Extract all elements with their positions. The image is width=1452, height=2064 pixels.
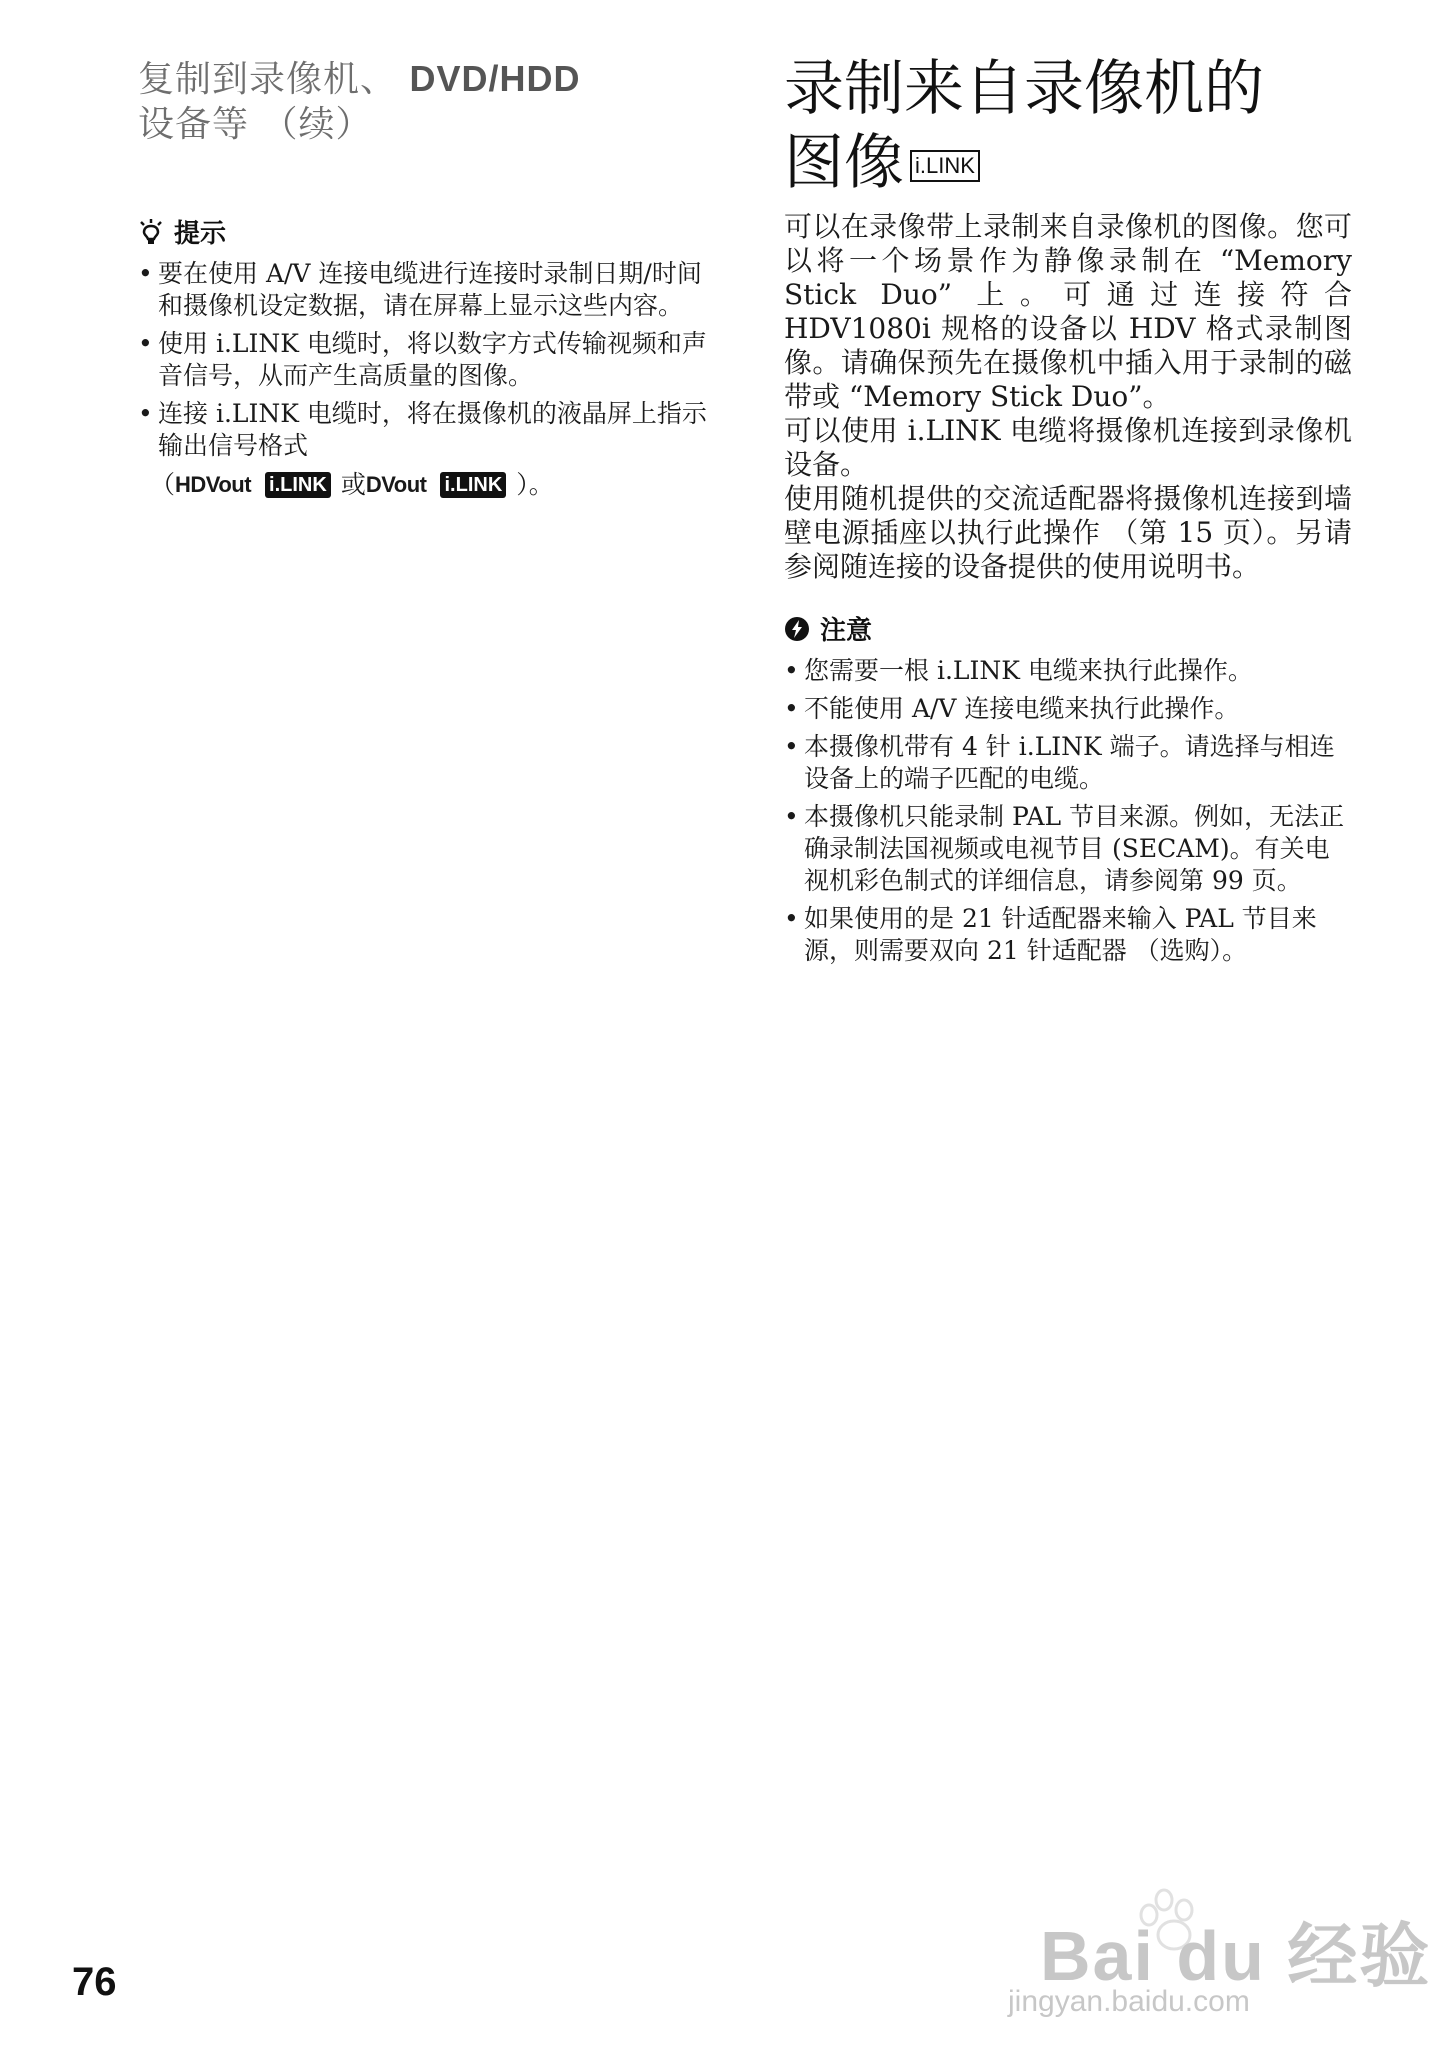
caution-icon <box>784 616 810 642</box>
open-paren: （ <box>150 470 176 499</box>
page-title <box>784 52 1352 200</box>
signal-format-line <box>150 468 713 502</box>
list-item: • 您需要一根 i.LINK 电缆来执行此操作。 <box>784 655 1352 687</box>
notes-heading <box>784 610 1352 647</box>
lightbulb-icon <box>138 218 164 246</box>
title-line2-text: 图像 <box>784 128 904 198</box>
intro-paragraph-2: 可以使用 i.LINK 电缆将摄像机连接到录像机设备。 <box>784 414 1352 481</box>
dvout-indicator: DVout <box>365 472 427 497</box>
tips-list <box>138 258 713 462</box>
ilink-badge: i.LINK <box>265 472 331 498</box>
ilink-title-badge: i.LINK <box>910 150 980 182</box>
left-column <box>138 56 713 502</box>
notes-list <box>784 655 1352 967</box>
tips-heading <box>138 213 713 250</box>
running-head-bold: DVD/HDD <box>409 58 581 99</box>
close-paren: ）。 <box>516 470 554 499</box>
watermark-logo: Bai du 经验 <box>1040 1917 1432 1995</box>
notes-heading-label: 注意 <box>820 616 873 646</box>
title-line1: 录制来自录像机的 <box>784 54 1264 124</box>
list-item: • 本摄像机只能录制 PAL 节目来源。例如，无法正确录制法国视频或电视节目 (SECAM)。有关电视机彩色制式的详细信息，请参阅第 99 页。 <box>784 801 1352 897</box>
tips-heading-label: 提示 <box>174 219 227 249</box>
list-item: • 本摄像机带有 4 针 i.LINK 端子。请选择与相连设备上的端子匹配的电缆。 <box>784 731 1352 795</box>
watermark-url: jingyan.baidu.com <box>1008 1985 1250 2018</box>
list-item: • 使用 i.LINK 电缆时，将以数字方式传输视频和声音信号，从而产生高质量的图像。 <box>138 328 713 392</box>
list-item: • 连接 i.LINK 电缆时，将在摄像机的液晶屏上指示输出信号格式 <box>138 398 713 462</box>
ilink-badge: i.LINK <box>440 472 506 498</box>
list-item: • 要在使用 A/V 连接电缆进行连接时录制日期/时间和摄像机设定数据，请在屏幕上显示这些内容。 <box>138 258 713 322</box>
running-head-text: 复制到录像机、 <box>138 59 398 100</box>
or-text: 或 <box>340 470 366 499</box>
running-head-line1 <box>138 56 713 102</box>
list-item: • 如果使用的是 21 针适配器来输入 PAL 节目来源，则需要双向 21 针适配器 （选购）。 <box>784 903 1352 967</box>
running-head-line2: 设备等 （续） <box>138 104 373 145</box>
intro-paragraph-1: 可以在录像带上录制来自录像机的图像。您可以将一个场景作为静像录制在 “Memory Stick Duo” 上。可通过连接符合 HDV1080i 规格的设备以 HDV 格式录制图像。请确保预先在摄像机中插入用于录制的磁带或 “Memory Stick Duo”。 <box>784 210 1352 413</box>
intro-paragraph-3: 使用随机提供的交流适配器将摄像机连接到墙壁电源插座以执行此操作 （第 15 页）。另请参阅随连接的设备提供的使用说明书。 <box>784 482 1352 583</box>
list-item: • 不能使用 A/V 连接电缆来执行此操作。 <box>784 693 1352 725</box>
right-column <box>784 52 1352 973</box>
hdvout-indicator: HDVout <box>175 472 252 497</box>
running-head <box>138 56 713 147</box>
page-number: 76 <box>72 1960 117 2004</box>
title-line2 <box>784 126 1352 200</box>
